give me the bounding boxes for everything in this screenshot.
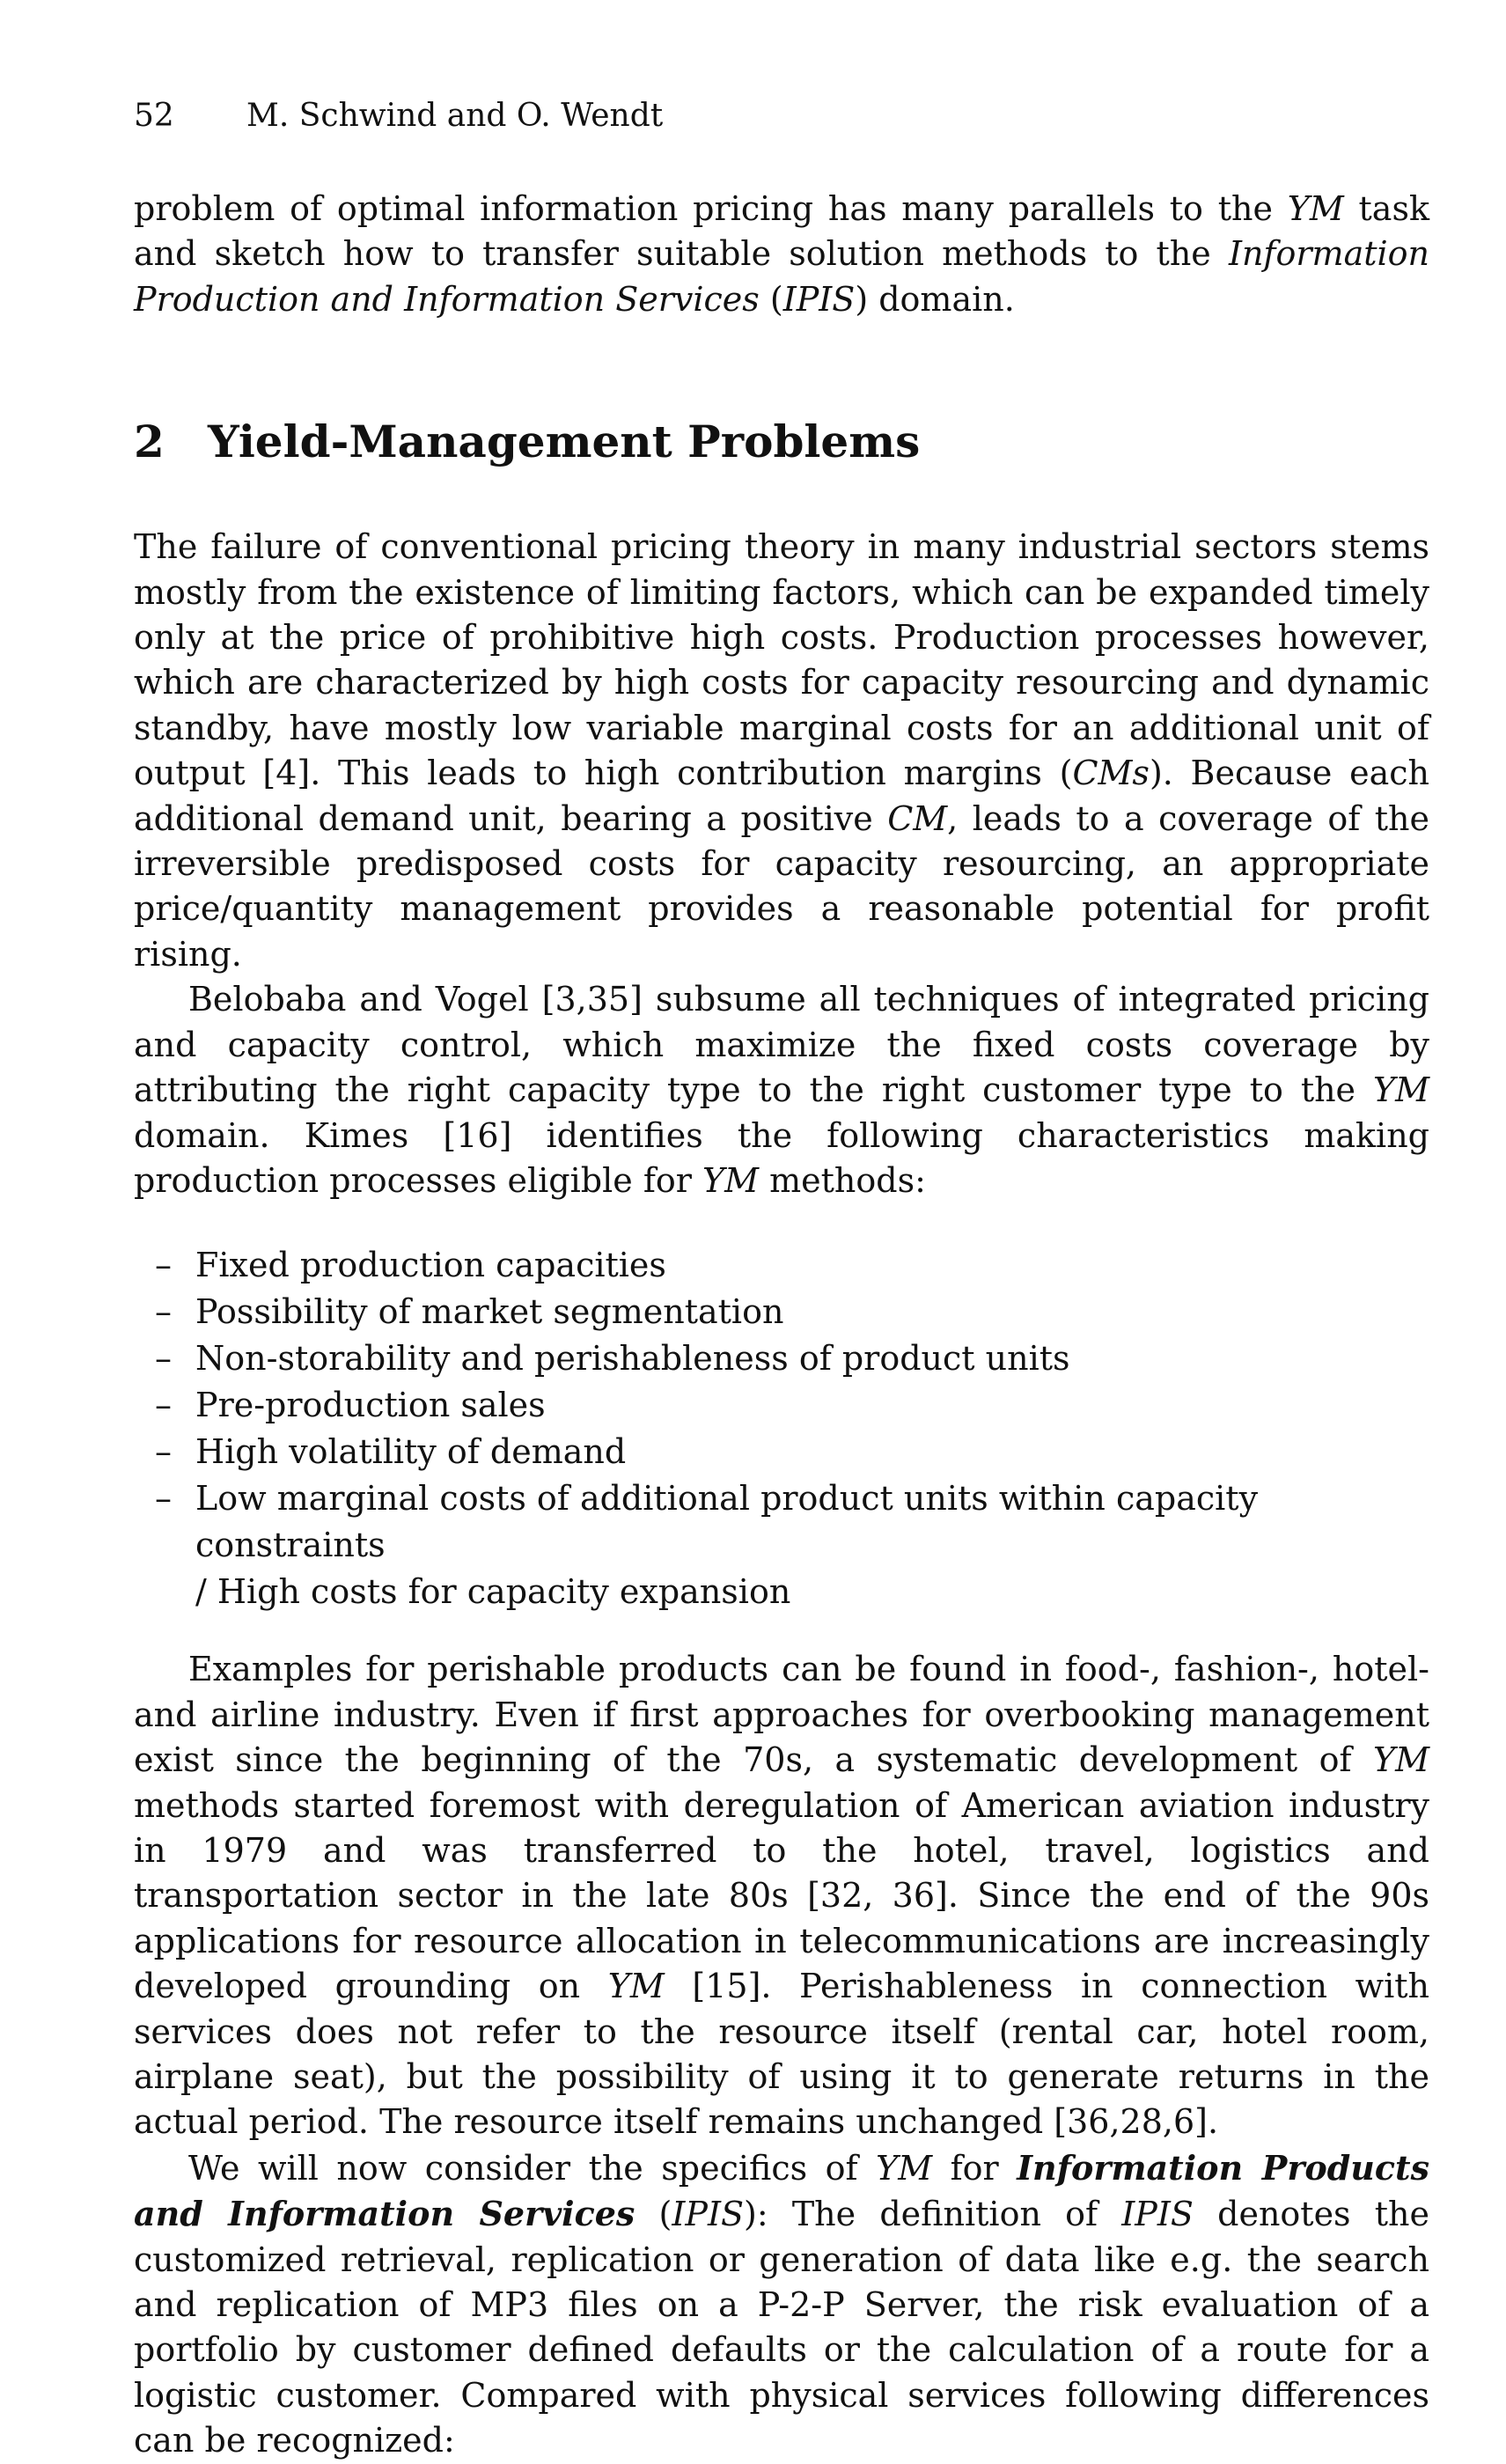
- section-title: Yield-Management Problems: [208, 416, 921, 468]
- ipis-abbrev: IPIS: [782, 279, 856, 319]
- ipis-term: Information Production and Information Services: [134, 234, 1429, 319]
- intro-paragraph: problem of optimal information pricing has many parallels to the YM task and sketch how to transfer suitable solution methods to the Information Production and Information Services (IPIS) domain.: [134, 189, 1429, 319]
- paragraph-1: The failure of conventional pricing theory in many industrial sectors stems mostly from the existence of limiting factors, which can be expanded timely only at the price of prohibitive high costs. Production processes however, which are characterized by high costs for capacity resourcing and dynamic standby, have mostly low variable marginal costs for an additional unit of output [4]. This leads to high contribution margins (CMs). Because each additional demand unit, bearing a positive CM, leads to a coverage of the irreversible predisposed costs for capacity resourcing, an appropriate price/quantity management provides a reasonable potential for profit rising.: [134, 527, 1430, 974]
- header-authors: M. Schwind and O. Wendt: [246, 98, 664, 134]
- section-heading: [134, 414, 1429, 470]
- list-item: – Non-storability and perishableness of product units: [155, 1339, 1070, 1379]
- characteristics-list: [134, 1242, 1429, 1615]
- section-number: 2: [134, 416, 165, 468]
- page-number: 52: [134, 98, 174, 134]
- ym-term: YM: [1287, 189, 1344, 228]
- paragraph-2: Belobaba and Vogel [3,35] subsume all techniques of integrated pricing and capacity control, which maximize the fixed costs coverage by attributing the right capacity type to the right customer type to the YM domain. Kimes [16] identifies the following characteristics making production processes eligible for YM methods:: [134, 980, 1429, 1200]
- list-item: – Pre-production sales: [155, 1386, 546, 1425]
- paragraph-4: We will now consider the specifics of YM for Information Products and Information Services (IPIS): The definition of IPIS denotes the customized retrieval, replication or generation of data like e.g. the search and replication of MP3 files on a P-2-P Server, the risk evaluation of a portfolio by customer defined defaults or the calculation of a route for a logistic customer. Compared with physical services following differences can be recognized:: [134, 2147, 1430, 2460]
- ipis-bold-term: Information Products and Information Services: [134, 2147, 1429, 2234]
- page: [134, 95, 1429, 2464]
- list-item: – Fixed production capacities: [155, 1246, 666, 1285]
- paragraph-3: Examples for perishable products can be found in food-, fashion-, hotel- and airline industry. Even if first approaches for overbooking management exist since the beginning of the 70s, a systematic development of YM methods started foremost with deregulation of American aviation industry in 1979 and was transferred to the hotel, travel, logistics and transportation sector in the late 80s [32, 36]. Since the end of the 90s applications for resource allocation in telecommunications are increasingly developed grounding on YM [15]. Perishableness in connection with services does not refer to the resource itself (rental car, hotel room, airplane seat), but the possibility of using it to generate returns in the actual period. The resource itself remains unchanged [36,28,6].: [134, 1650, 1429, 2142]
- running-header: [134, 95, 1429, 137]
- list-item: – Possibility of market segmentation: [155, 1292, 784, 1332]
- list-item: – Low marginal costs of additional product units within capacity constraints / High costs for capacity expansion: [155, 1479, 1259, 1612]
- list-item: – High volatility of demand: [155, 1432, 627, 1472]
